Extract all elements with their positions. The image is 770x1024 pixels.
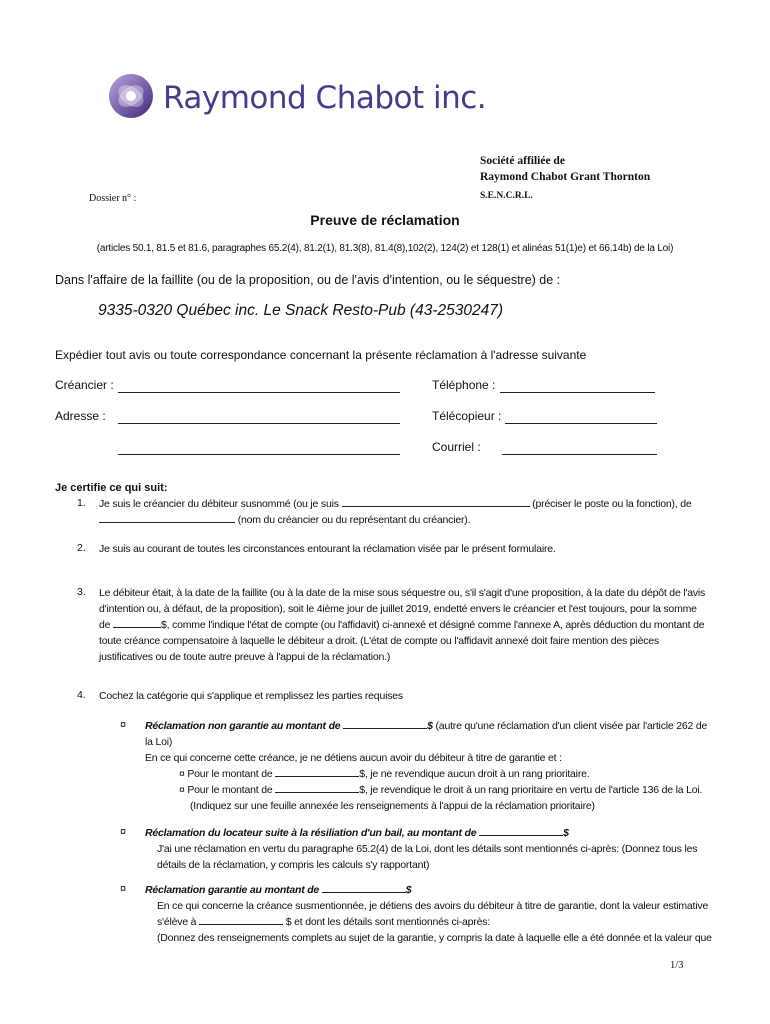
unsecured-sub-1-post: $, je ne revendique aucun droit à un rang prioritaire.	[359, 768, 590, 780]
articles-reference: (articles 50.1, 81.5 et 81.6, paragraphes 65.2(4), 81.2(1), 81.3(8), 81.4(8),102(2), 124(2) et 128(1) et alinéas 51(1)e) et 66.14b) de la Loi)	[96, 243, 674, 254]
amount-field[interactable]	[113, 627, 161, 628]
unsecured-sub-1-pre: Pour le montant de	[187, 768, 273, 780]
item-number-3: 3.	[77, 586, 86, 598]
checkbox-no-priority[interactable]: ¤	[179, 768, 185, 780]
affaire-statement: Dans l'affaire de la faillite (ou de la proposition, ou de l'avis d'intention, ou le séquestre) de :	[55, 273, 561, 287]
item-1-text-a: Je suis le créancier du débiteur susnommé (ou je suis	[99, 498, 339, 510]
telephone-label: Téléphone :	[432, 378, 496, 392]
position-field[interactable]	[342, 506, 530, 507]
item-4: Cochez la catégorie qui s'applique et remplissez les parties requises	[99, 690, 403, 702]
adresse-field-2[interactable]	[118, 454, 400, 455]
section-secured-title: Réclamation garantie au montant de	[145, 884, 320, 896]
unsecured-sub-2-note: (Indiquez sur une feuille annexée les renseignements à l'appui de la réclamation prioritaire)	[190, 800, 595, 812]
telephone-field[interactable]	[500, 392, 655, 393]
section-landlord-line-2: J'ai une réclamation en vertu du paragraphe 65.2(4) de la Loi, dont les détails sont mentionnés ci-après: (Donnez tous les	[157, 843, 698, 855]
secured-amount-field[interactable]	[322, 892, 406, 893]
item-number-4: 4.	[77, 689, 86, 701]
item-1-text-c: (nom du créancier ou du représentant du créancier).	[237, 514, 471, 526]
section-unsecured-line-3: En ce qui concerne cette créance, je ne détiens aucun avoir du débiteur à titre de garantie et :	[145, 752, 562, 764]
checkbox-unsecured[interactable]: ¤	[120, 719, 127, 731]
section-landlord-title: Réclamation du locateur suite à la résiliation d'un bail, au montant de	[145, 827, 477, 839]
item-3-line-3-post: $, comme l'indique l'état de compte (ou l'affidavit) ci-annexé et désigné comme l'annexe A, après déduction du montant de	[161, 619, 705, 631]
logo-text: Raymond Chabot inc.	[163, 80, 487, 116]
section-secured-line-4: (Donnez des renseignements complets au sujet de la garantie, y compris la date à laquelle elle a été donnée et la valeur que	[157, 932, 712, 944]
section-secured	[145, 882, 745, 946]
unsecured-sub-1	[145, 766, 745, 782]
section-secured-line-3	[145, 914, 745, 930]
debtor-name: 9335-0320 Québec inc. Le Snack Resto-Pub (43-2530247)	[98, 302, 503, 319]
section-unsecured-rest: (autre qu'une réclamation d'un client visée par l'article 262 de	[435, 720, 708, 732]
section-landlord-line-3: détails de la réclamation, y compris les calculs s'y rapportant)	[157, 859, 430, 871]
creancier-label: Créancier :	[55, 378, 114, 392]
checkbox-secured[interactable]: ¤	[120, 883, 127, 895]
unsecured-amount-field[interactable]	[343, 728, 427, 729]
affiliation-line-1: Société affiliée de	[480, 155, 565, 167]
item-1-text-b: (préciser le poste ou la fonction), de	[532, 498, 692, 510]
item-1	[99, 496, 729, 528]
courriel-label: Courriel :	[432, 440, 481, 454]
dossier-label: Dossier n° :	[89, 193, 137, 204]
mailing-instruction: Expédier tout avis ou toute correspondance concernant la présente réclamation à l'adresse suivante	[55, 348, 587, 362]
item-3	[99, 585, 739, 665]
adresse-field-1[interactable]	[118, 423, 400, 424]
section-landlord-line-1	[145, 825, 745, 841]
section-secured-line-1	[145, 882, 745, 898]
certify-heading: Je certifie ce qui suit:	[55, 482, 168, 494]
priority-amount-field[interactable]	[275, 792, 359, 793]
adresse-label: Adresse :	[55, 409, 106, 423]
courriel-field[interactable]	[502, 454, 657, 455]
page-title: Preuve de réclamation	[310, 212, 460, 228]
item-number-1: 1.	[77, 497, 86, 509]
section-unsecured	[145, 718, 745, 814]
section-unsecured-line-1	[145, 718, 745, 734]
secured-value-field[interactable]	[199, 924, 283, 925]
item-3-line-3	[99, 617, 739, 633]
telecopieur-field[interactable]	[505, 423, 657, 424]
section-unsecured-title: Réclamation non garantie au montant de	[145, 720, 341, 732]
landlord-dollar: $	[563, 827, 569, 839]
telecopieur-label: Télécopieur :	[432, 409, 502, 423]
checkbox-priority[interactable]: ¤	[179, 784, 185, 796]
affiliation-line-3: S.E.N.C.R.L.	[480, 191, 533, 201]
item-3-line-2: d'intention ou, à défaut, de la proposition), soit le 4ième jour de juillet 2019, endetté envers le créancier et l'est toujours, pour la somme	[99, 603, 697, 615]
item-3-line-4: toute créance compensatoire à laquelle le débiteur a droit. (L'état de compte ou l'affidavit annexé doit faire mention des pièces	[99, 635, 659, 647]
landlord-amount-field[interactable]	[479, 835, 563, 836]
unsecured-sub-2	[145, 782, 745, 798]
section-unsecured-line-2: la Loi)	[145, 736, 173, 748]
section-secured-line-3-post: $ et dont les détails sont mentionnés ci-après:	[285, 916, 490, 928]
logo-icon	[108, 73, 154, 119]
unsecured-sub-2-post: $, je revendique le droit à un rang prioritaire en vertu de l'article 136 de la Loi.	[359, 784, 703, 796]
item-2: Je suis au courant de toutes les circonstances entourant la réclamation visée par le présent formulaire.	[99, 543, 556, 555]
item-number-2: 2.	[77, 542, 86, 554]
item-3-line-5: justificatives ou de toute autre preuve à l'appui de la réclamation.)	[99, 651, 391, 663]
no-priority-amount-field[interactable]	[275, 776, 359, 777]
item-3-line-1: Le débiteur était, à la date de la faillite (ou à la date de la mise sous séquestre ou, s'il s'agit d'une proposition, à la date du dépôt de l'avis	[99, 587, 706, 599]
item-3-line-3-pre: de	[99, 619, 111, 631]
creditor-name-field[interactable]	[99, 522, 235, 523]
section-secured-line-2: En ce qui concerne la créance susmentionnée, je détiens des avoirs du débiteur à titre de garantie, dont la valeur estimative	[157, 900, 709, 912]
section-secured-line-3-pre: s'élève à	[157, 916, 197, 928]
unsecured-dollar: $	[427, 720, 433, 732]
creancier-field[interactable]	[118, 392, 400, 393]
section-landlord	[145, 825, 745, 873]
affiliation-line-2: Raymond Chabot Grant Thornton	[480, 171, 651, 183]
unsecured-sub-2-pre: Pour le montant de	[187, 784, 273, 796]
checkbox-landlord[interactable]: ¤	[120, 826, 127, 838]
affiliation-block	[480, 153, 650, 204]
page-number: 1/3	[670, 960, 684, 971]
secured-dollar: $	[405, 884, 412, 896]
